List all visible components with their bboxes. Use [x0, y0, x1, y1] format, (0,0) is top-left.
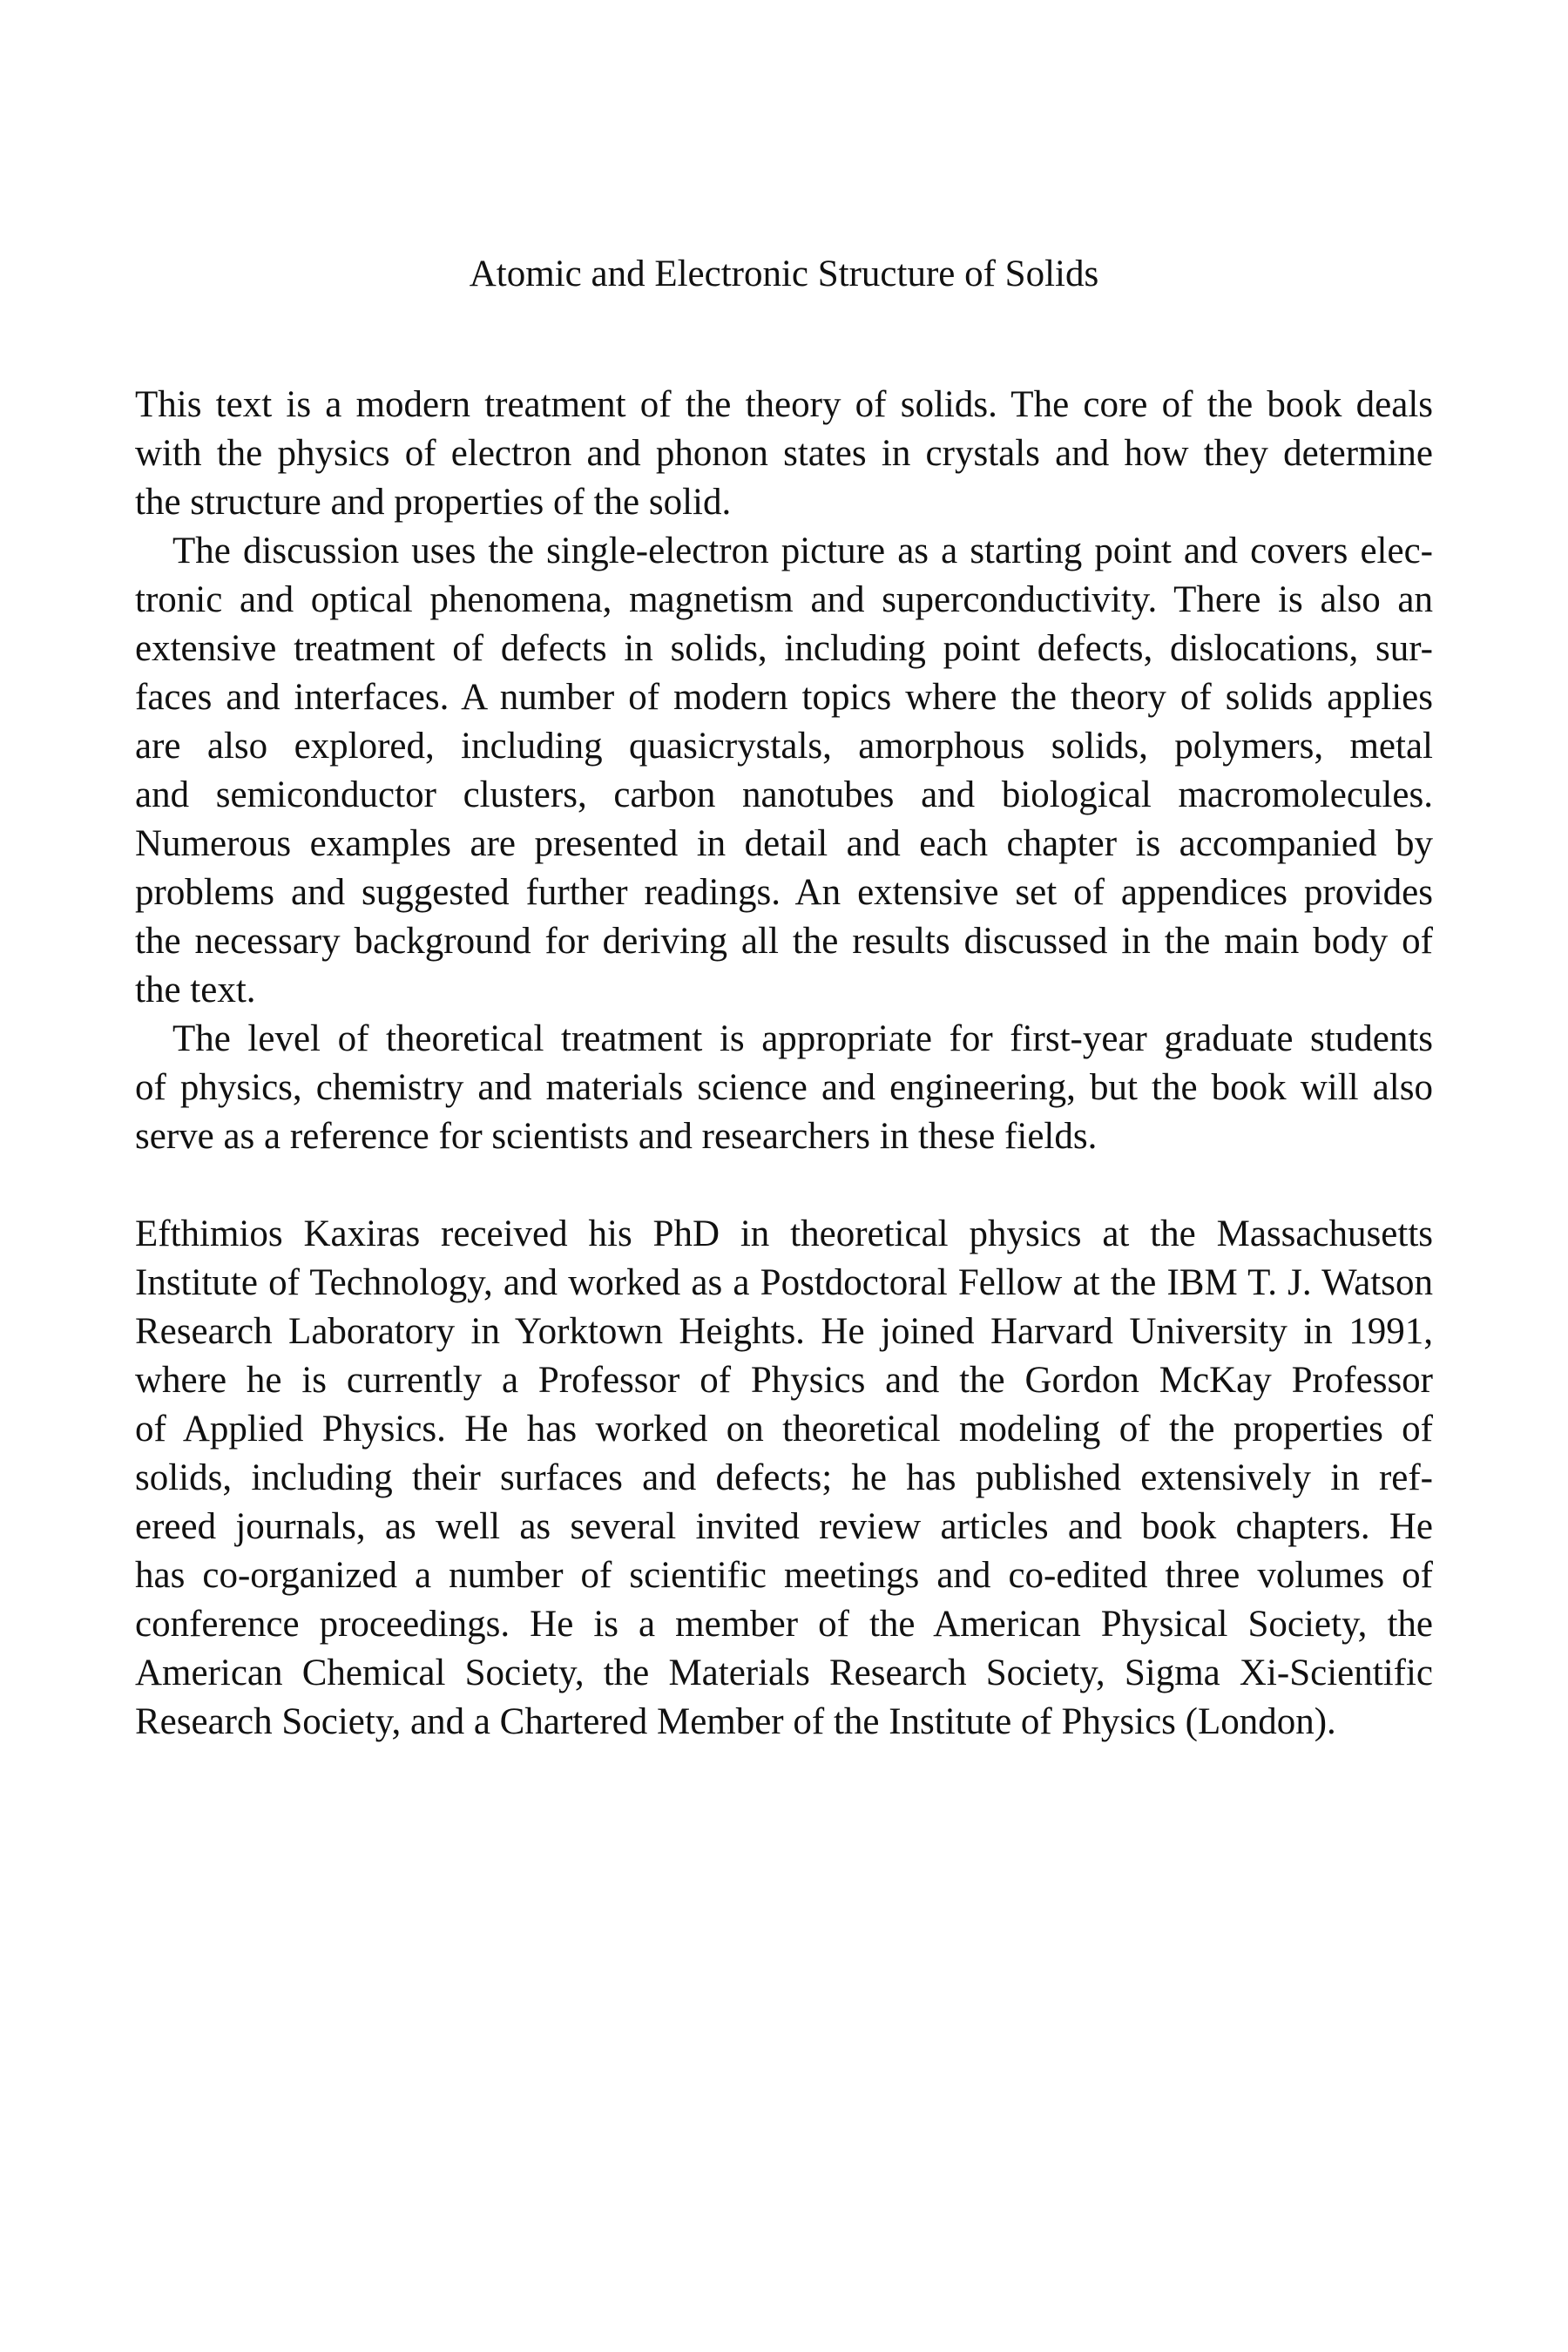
- paragraph-gap: [135, 1161, 1433, 1210]
- text-line: Research Laboratory in Yorktown Heights. He joined Harvard University in 1991,: [135, 1311, 1433, 1352]
- description-paragraph: [135, 381, 1433, 527]
- text-line: Numerous examples are presented in detail and each chapter is accompanied by: [135, 823, 1433, 864]
- text-line: the necessary background for deriving all the results discussed in the main body of: [135, 921, 1433, 962]
- text-line: of Applied Physics. He has worked on theoretical modeling of the properties of: [135, 1409, 1433, 1450]
- text-line: has co-organized a number of scientific meetings and co-edited three volumes of: [135, 1555, 1433, 1596]
- text-line: serve as a reference for scientists and researchers in these fields.: [135, 1116, 1098, 1157]
- text-line: the structure and properties of the solid.: [135, 482, 732, 523]
- text-line: Research Society, and a Chartered Member of the Institute of Physics (London).: [135, 1701, 1336, 1742]
- book-description: [135, 381, 1433, 1747]
- text-line: with the physics of electron and phonon states in crystals and how they determine: [135, 433, 1433, 474]
- text-line: of physics, chemistry and materials science and engineering, but the book will also: [135, 1067, 1433, 1108]
- description-paragraph: [135, 1015, 1433, 1161]
- text-line: ereed journals, as well as several invited review articles and book chapters. He: [135, 1506, 1433, 1547]
- text-line: are also explored, including quasicrystals, amorphous solids, polymers, metal: [135, 726, 1433, 767]
- text-line: the text.: [135, 970, 256, 1010]
- text-line: American Chemical Society, the Materials Research Society, Sigma Xi-Scientific: [135, 1652, 1433, 1693]
- text-line: This text is a modern treatment of the theory of solids. The core of the book deals: [135, 384, 1433, 425]
- text-line: Institute of Technology, and worked as a Postdoctoral Fellow at the IBM T. J. Watson: [135, 1262, 1433, 1303]
- text-line: problems and suggested further readings. An extensive set of appendices provides: [135, 872, 1433, 913]
- text-line: solids, including their surfaces and defects; he has published extensively in ref-: [135, 1457, 1433, 1498]
- text-line: where he is currently a Professor of Physics and the Gordon McKay Professor: [135, 1360, 1433, 1401]
- text-line: faces and interfaces. A number of modern topics where the theory of solids applies: [135, 677, 1433, 718]
- author-bio-paragraph: [135, 1210, 1433, 1747]
- text-line: The discussion uses the single-electron picture as a starting point and covers elec-: [172, 531, 1433, 571]
- text-line: and semiconductor clusters, carbon nanotubes and biological macromolecules.: [135, 774, 1433, 815]
- book-title: Atomic and Electronic Structure of Solids: [469, 253, 1099, 294]
- description-paragraph: [135, 527, 1433, 1015]
- text-line: extensive treatment of defects in solids, including point defects, dislocations, sur-: [135, 628, 1433, 669]
- text-line: The level of theoretical treatment is appropriate for first-year graduate students: [172, 1018, 1433, 1059]
- text-line: conference proceedings. He is a member of the American Physical Society, the: [135, 1604, 1433, 1645]
- text-line: Efthimios Kaxiras received his PhD in theoretical physics at the Massachusetts: [135, 1213, 1433, 1254]
- text-line: tronic and optical phenomena, magnetism and superconductivity. There is also an: [135, 579, 1433, 620]
